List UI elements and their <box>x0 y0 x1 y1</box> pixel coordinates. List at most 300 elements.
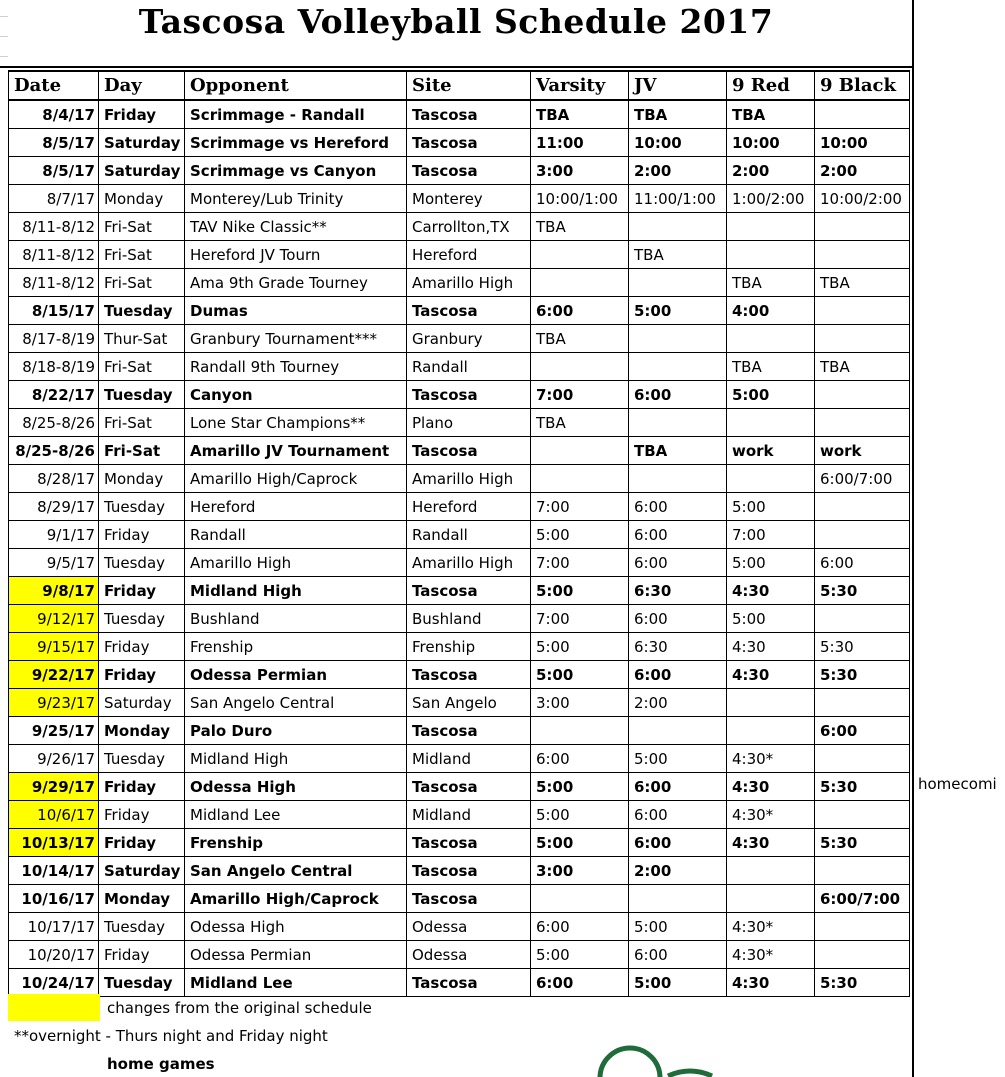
cell-jv <box>629 885 727 913</box>
table-row <box>9 745 910 773</box>
cell-black <box>815 100 910 129</box>
column-header: Site <box>407 71 531 100</box>
home-games-label: home games <box>107 1055 215 1073</box>
cell-jv: 10:00 <box>629 129 727 157</box>
cell-day: Friday <box>99 801 185 829</box>
table-row <box>9 829 910 857</box>
cell-date: 9/1/17 <box>9 521 99 549</box>
column-header: Varsity <box>531 71 629 100</box>
cell-site: San Angelo <box>407 689 531 717</box>
cell-varsity: 3:00 <box>531 157 629 185</box>
cell-varsity: 3:00 <box>531 689 629 717</box>
cell-site: Tascosa <box>407 661 531 689</box>
cell-red: TBA <box>727 353 815 381</box>
cell-red: 7:00 <box>727 521 815 549</box>
cell-red: 5:00 <box>727 381 815 409</box>
cell-day: Tuesday <box>99 493 185 521</box>
cell-black: 5:30 <box>815 969 910 997</box>
cell-red <box>727 465 815 493</box>
cell-day: Tuesday <box>99 969 185 997</box>
cell-day: Thur-Sat <box>99 325 185 353</box>
cell-site: Midland <box>407 745 531 773</box>
cell-date: 8/15/17 <box>9 297 99 325</box>
table-row <box>9 381 910 409</box>
cell-day: Fri-Sat <box>99 353 185 381</box>
cell-day: Saturday <box>99 129 185 157</box>
cell-site: Tascosa <box>407 100 531 129</box>
cell-red <box>727 689 815 717</box>
column-header: Date <box>9 71 99 100</box>
cell-black: 6:00/7:00 <box>815 465 910 493</box>
cell-date: 8/25-8/26 <box>9 437 99 465</box>
cell-opponent: Midland High <box>185 745 407 773</box>
cell-date: 10/13/17 <box>9 829 99 857</box>
cell-day: Monday <box>99 465 185 493</box>
cell-day: Friday <box>99 941 185 969</box>
cell-date: 10/17/17 <box>9 913 99 941</box>
cell-opponent: Scrimmage vs Hereford <box>185 129 407 157</box>
cell-opponent: Odessa Permian <box>185 941 407 969</box>
cell-jv: 6:00 <box>629 773 727 801</box>
cell-opponent: Dumas <box>185 297 407 325</box>
table-row <box>9 465 910 493</box>
cell-site: Hereford <box>407 241 531 269</box>
cell-opponent: Palo Duro <box>185 717 407 745</box>
cell-red <box>727 409 815 437</box>
cell-date: 8/7/17 <box>9 185 99 213</box>
cell-day: Saturday <box>99 857 185 885</box>
cell-red: 4:30* <box>727 745 815 773</box>
cell-varsity: 7:00 <box>531 493 629 521</box>
cell-jv: 6:00 <box>629 661 727 689</box>
column-header: 9 Black <box>815 71 910 100</box>
cell-site: Plano <box>407 409 531 437</box>
cell-day: Fri-Sat <box>99 241 185 269</box>
cell-site: Randall <box>407 521 531 549</box>
cell-varsity: 5:00 <box>531 521 629 549</box>
cell-opponent: Hereford JV Tourn <box>185 241 407 269</box>
cell-red <box>727 241 815 269</box>
cell-opponent: Odessa Permian <box>185 661 407 689</box>
cell-date: 10/14/17 <box>9 857 99 885</box>
table-row <box>9 325 910 353</box>
cell-black <box>815 241 910 269</box>
cell-jv: 6:00 <box>629 521 727 549</box>
cell-red <box>727 325 815 353</box>
cell-opponent: Granbury Tournament*** <box>185 325 407 353</box>
cell-red: 4:30 <box>727 773 815 801</box>
cell-site: Hereford <box>407 493 531 521</box>
cell-red: 1:00/2:00 <box>727 185 815 213</box>
cell-black <box>815 913 910 941</box>
cell-day: Fri-Sat <box>99 213 185 241</box>
cell-opponent: San Angelo Central <box>185 857 407 885</box>
cell-black <box>815 381 910 409</box>
cell-black: 5:30 <box>815 829 910 857</box>
cell-red: 5:00 <box>727 605 815 633</box>
cell-varsity <box>531 353 629 381</box>
cell-black <box>815 521 910 549</box>
cell-opponent: Frenship <box>185 633 407 661</box>
column-header: Day <box>99 71 185 100</box>
cell-red: 4:30 <box>727 661 815 689</box>
cell-varsity: 7:00 <box>531 549 629 577</box>
cell-jv <box>629 269 727 297</box>
cell-varsity: TBA <box>531 213 629 241</box>
cell-red: 4:00 <box>727 297 815 325</box>
cell-site: Midland <box>407 801 531 829</box>
cell-day: Fri-Sat <box>99 437 185 465</box>
cell-date: 8/22/17 <box>9 381 99 409</box>
cell-varsity: 5:00 <box>531 801 629 829</box>
cell-date: 8/18-8/19 <box>9 353 99 381</box>
cell-black <box>815 325 910 353</box>
table-row <box>9 773 910 801</box>
cell-opponent: Monterey/Lub Trinity <box>185 185 407 213</box>
table-row <box>9 185 910 213</box>
cell-red: 4:30* <box>727 801 815 829</box>
cell-jv: 2:00 <box>629 157 727 185</box>
cell-varsity <box>531 269 629 297</box>
cell-site: Odessa <box>407 913 531 941</box>
cell-date: 8/25-8/26 <box>9 409 99 437</box>
cell-red: 5:00 <box>727 493 815 521</box>
cell-opponent: TAV Nike Classic** <box>185 213 407 241</box>
cell-red: TBA <box>727 269 815 297</box>
cell-site: Tascosa <box>407 129 531 157</box>
table-row <box>9 717 910 745</box>
table-row <box>9 689 910 717</box>
cell-opponent: Randall 9th Tourney <box>185 353 407 381</box>
cell-site: Tascosa <box>407 969 531 997</box>
schedule-table <box>8 70 910 997</box>
cell-opponent: Bushland <box>185 605 407 633</box>
cell-day: Tuesday <box>99 745 185 773</box>
cell-jv <box>629 213 727 241</box>
cell-black <box>815 493 910 521</box>
cell-site: Tascosa <box>407 577 531 605</box>
table-row <box>9 297 910 325</box>
table-row <box>9 100 910 129</box>
cell-red: 5:00 <box>727 549 815 577</box>
cell-day: Tuesday <box>99 605 185 633</box>
table-row <box>9 157 910 185</box>
cell-date: 10/20/17 <box>9 941 99 969</box>
cell-jv: 11:00/1:00 <box>629 185 727 213</box>
cell-site: Tascosa <box>407 773 531 801</box>
cell-date: 8/11-8/12 <box>9 241 99 269</box>
cell-site: Bushland <box>407 605 531 633</box>
cell-varsity <box>531 241 629 269</box>
table-row <box>9 633 910 661</box>
cell-date: 8/17-8/19 <box>9 325 99 353</box>
cell-jv: 6:00 <box>629 381 727 409</box>
cell-black: 5:30 <box>815 773 910 801</box>
cell-red <box>727 213 815 241</box>
table-row <box>9 437 910 465</box>
cell-red: 4:30 <box>727 829 815 857</box>
cell-opponent: Amarillo JV Tournament <box>185 437 407 465</box>
overnight-note: **overnight - Thurs night and Friday night <box>14 1027 328 1045</box>
cell-date: 9/29/17 <box>9 773 99 801</box>
cell-opponent: Odessa High <box>185 773 407 801</box>
cell-black <box>815 213 910 241</box>
table-row <box>9 129 910 157</box>
cell-varsity: 5:00 <box>531 577 629 605</box>
column-header: 9 Red <box>727 71 815 100</box>
cell-red <box>727 885 815 913</box>
cell-site: Monterey <box>407 185 531 213</box>
cell-site: Tascosa <box>407 381 531 409</box>
page-title: Tascosa Volleyball Schedule 2017 <box>0 0 912 68</box>
cell-day: Monday <box>99 185 185 213</box>
cell-red: work <box>727 437 815 465</box>
cell-date: 9/22/17 <box>9 661 99 689</box>
cell-black: 5:30 <box>815 577 910 605</box>
cell-red: 4:30 <box>727 577 815 605</box>
cell-jv: 6:00 <box>629 829 727 857</box>
cell-jv <box>629 325 727 353</box>
cell-opponent: Midland Lee <box>185 801 407 829</box>
cell-date: 8/11-8/12 <box>9 213 99 241</box>
cell-date: 8/5/17 <box>9 157 99 185</box>
cell-black <box>815 409 910 437</box>
column-header: JV <box>629 71 727 100</box>
side-note: homecomi <box>918 775 997 793</box>
table-row <box>9 241 910 269</box>
cell-site: Amarillo High <box>407 465 531 493</box>
cell-site: Odessa <box>407 941 531 969</box>
cell-jv: 6:30 <box>629 633 727 661</box>
table-row <box>9 213 910 241</box>
table-row <box>9 577 910 605</box>
cell-site: Tascosa <box>407 157 531 185</box>
cell-day: Friday <box>99 521 185 549</box>
cell-opponent: Hereford <box>185 493 407 521</box>
cell-varsity: TBA <box>531 100 629 129</box>
cell-varsity: 5:00 <box>531 661 629 689</box>
cell-varsity: TBA <box>531 325 629 353</box>
cell-red <box>727 857 815 885</box>
legend-changes-text: changes from the original schedule <box>107 999 372 1017</box>
cell-black <box>815 605 910 633</box>
cell-opponent: Amarillo High/Caprock <box>185 885 407 913</box>
cell-black <box>815 297 910 325</box>
cell-day: Friday <box>99 773 185 801</box>
cell-black: 10:00 <box>815 129 910 157</box>
cell-red <box>727 717 815 745</box>
cell-varsity: 3:00 <box>531 857 629 885</box>
cell-varsity: 5:00 <box>531 941 629 969</box>
table-row <box>9 885 910 913</box>
cell-varsity: 7:00 <box>531 605 629 633</box>
cell-site: Tascosa <box>407 829 531 857</box>
cell-date: 8/4/17 <box>9 100 99 129</box>
cell-red: 4:30 <box>727 633 815 661</box>
cell-black: 10:00/2:00 <box>815 185 910 213</box>
cell-red: 4:30* <box>727 941 815 969</box>
cell-black: TBA <box>815 353 910 381</box>
cell-opponent: Odessa High <box>185 913 407 941</box>
cell-red: 4:30 <box>727 969 815 997</box>
cell-black <box>815 801 910 829</box>
cell-varsity: 6:00 <box>531 745 629 773</box>
cell-date: 9/12/17 <box>9 605 99 633</box>
cell-opponent: Ama 9th Grade Tourney <box>185 269 407 297</box>
cell-varsity: 5:00 <box>531 773 629 801</box>
cell-site: Tascosa <box>407 857 531 885</box>
cell-opponent: Frenship <box>185 829 407 857</box>
cell-site: Tascosa <box>407 885 531 913</box>
cell-jv: 6:00 <box>629 549 727 577</box>
cell-red: 2:00 <box>727 157 815 185</box>
table-row <box>9 605 910 633</box>
cell-opponent: Canyon <box>185 381 407 409</box>
cell-varsity <box>531 717 629 745</box>
cell-opponent: Randall <box>185 521 407 549</box>
cell-varsity: 10:00/1:00 <box>531 185 629 213</box>
cell-jv: 6:00 <box>629 605 727 633</box>
cell-black: 6:00/7:00 <box>815 885 910 913</box>
cell-date: 10/16/17 <box>9 885 99 913</box>
cell-jv: 5:00 <box>629 297 727 325</box>
legend-highlight-swatch <box>8 994 100 1021</box>
cell-jv: 5:00 <box>629 913 727 941</box>
cell-day: Friday <box>99 577 185 605</box>
cell-jv: TBA <box>629 241 727 269</box>
cell-jv: TBA <box>629 100 727 129</box>
school-logo-icon <box>590 1040 730 1077</box>
table-row <box>9 969 910 997</box>
cell-date: 8/28/17 <box>9 465 99 493</box>
cell-varsity: TBA <box>531 409 629 437</box>
cell-day: Fri-Sat <box>99 409 185 437</box>
cell-day: Tuesday <box>99 381 185 409</box>
table-row <box>9 409 910 437</box>
cell-day: Monday <box>99 717 185 745</box>
cell-opponent: Scrimmage - Randall <box>185 100 407 129</box>
header-row <box>9 71 910 100</box>
cell-black: TBA <box>815 269 910 297</box>
cell-date: 9/26/17 <box>9 745 99 773</box>
cell-opponent: San Angelo Central <box>185 689 407 717</box>
cell-day: Friday <box>99 661 185 689</box>
cell-jv: 5:00 <box>629 969 727 997</box>
cell-site: Frenship <box>407 633 531 661</box>
table-row <box>9 269 910 297</box>
cell-varsity: 5:00 <box>531 829 629 857</box>
cell-red: 10:00 <box>727 129 815 157</box>
cell-black: 5:30 <box>815 661 910 689</box>
cell-jv <box>629 717 727 745</box>
cell-black <box>815 857 910 885</box>
cell-jv <box>629 409 727 437</box>
cell-opponent: Lone Star Champions** <box>185 409 407 437</box>
cell-varsity: 6:00 <box>531 913 629 941</box>
cell-black: work <box>815 437 910 465</box>
cell-red: TBA <box>727 100 815 129</box>
cell-opponent: Midland High <box>185 577 407 605</box>
table-row <box>9 857 910 885</box>
cell-jv: 2:00 <box>629 689 727 717</box>
cell-day: Saturday <box>99 157 185 185</box>
cell-site: Carrollton,TX <box>407 213 531 241</box>
cell-date: 9/23/17 <box>9 689 99 717</box>
cell-varsity: 6:00 <box>531 297 629 325</box>
cell-red: 4:30* <box>727 913 815 941</box>
cell-jv <box>629 353 727 381</box>
cell-date: 9/8/17 <box>9 577 99 605</box>
cell-black: 6:00 <box>815 717 910 745</box>
cell-black <box>815 941 910 969</box>
cell-day: Fri-Sat <box>99 269 185 297</box>
table-row <box>9 913 910 941</box>
cell-jv <box>629 465 727 493</box>
table-row <box>9 801 910 829</box>
cell-jv: 6:30 <box>629 577 727 605</box>
cell-site: Tascosa <box>407 717 531 745</box>
cell-jv: 6:00 <box>629 941 727 969</box>
cell-site: Randall <box>407 353 531 381</box>
cell-jv: TBA <box>629 437 727 465</box>
cell-date: 10/6/17 <box>9 801 99 829</box>
cell-varsity: 11:00 <box>531 129 629 157</box>
cell-day: Monday <box>99 885 185 913</box>
cell-varsity: 7:00 <box>531 381 629 409</box>
cell-black: 5:30 <box>815 633 910 661</box>
cell-varsity: 6:00 <box>531 969 629 997</box>
cell-site: Tascosa <box>407 297 531 325</box>
cell-opponent: Amarillo High <box>185 549 407 577</box>
cell-varsity <box>531 465 629 493</box>
cell-day: Tuesday <box>99 297 185 325</box>
cell-varsity <box>531 437 629 465</box>
table-row <box>9 661 910 689</box>
cell-date: 8/29/17 <box>9 493 99 521</box>
cell-jv: 2:00 <box>629 857 727 885</box>
cell-day: Friday <box>99 829 185 857</box>
column-header: Opponent <box>185 71 407 100</box>
cell-varsity: 5:00 <box>531 633 629 661</box>
cell-site: Amarillo High <box>407 269 531 297</box>
cell-day: Tuesday <box>99 913 185 941</box>
cell-black: 2:00 <box>815 157 910 185</box>
cell-date: 10/24/17 <box>9 969 99 997</box>
table-row <box>9 941 910 969</box>
cell-black <box>815 745 910 773</box>
cell-site: Tascosa <box>407 437 531 465</box>
cell-varsity <box>531 885 629 913</box>
cell-opponent: Midland Lee <box>185 969 407 997</box>
cell-site: Granbury <box>407 325 531 353</box>
cell-date: 9/5/17 <box>9 549 99 577</box>
table-row <box>9 493 910 521</box>
cell-date: 9/25/17 <box>9 717 99 745</box>
table-row <box>9 549 910 577</box>
schedule-rows <box>9 100 910 997</box>
cell-date: 9/15/17 <box>9 633 99 661</box>
cell-day: Friday <box>99 100 185 129</box>
cell-date: 8/5/17 <box>9 129 99 157</box>
table-row <box>9 521 910 549</box>
cell-day: Friday <box>99 633 185 661</box>
cell-day: Saturday <box>99 689 185 717</box>
cell-jv: 5:00 <box>629 745 727 773</box>
cell-black <box>815 689 910 717</box>
cell-site: Amarillo High <box>407 549 531 577</box>
cell-date: 8/11-8/12 <box>9 269 99 297</box>
cell-jv: 6:00 <box>629 801 727 829</box>
